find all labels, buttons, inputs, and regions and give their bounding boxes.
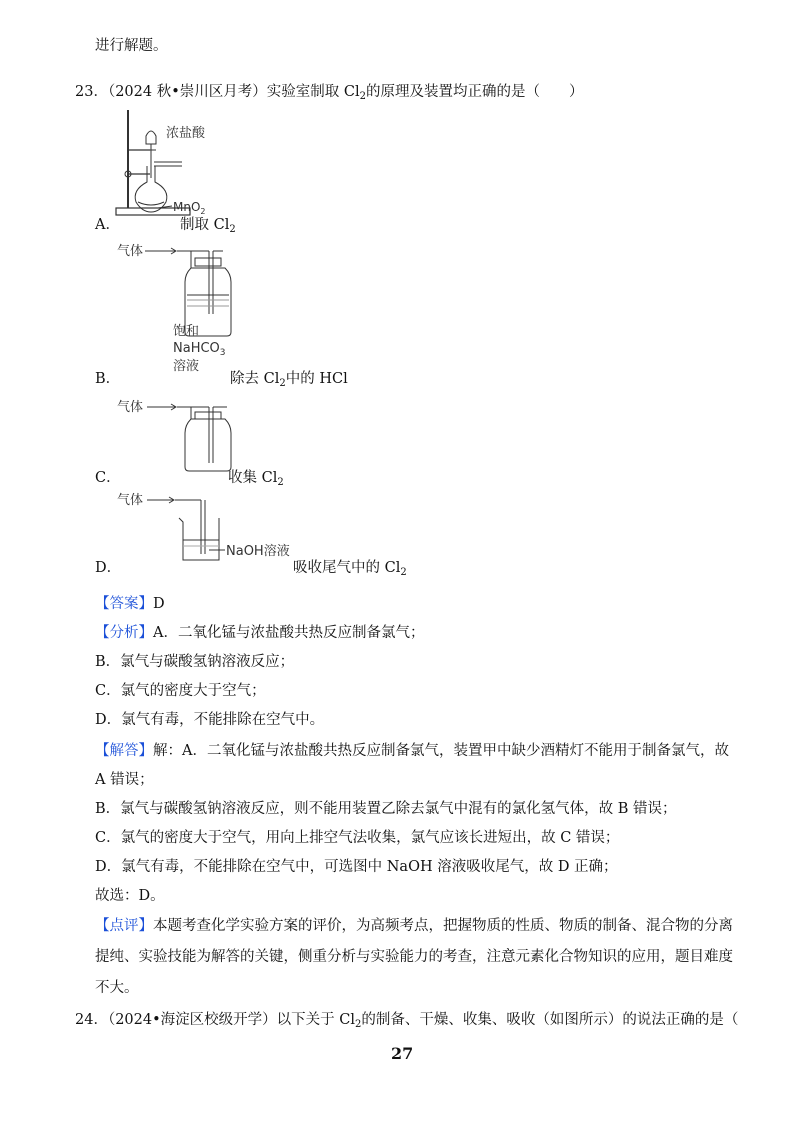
analysis-line-2: B．氯气与碳酸氢钠溶液反应； <box>95 654 295 670</box>
label-gas-d: 气体 <box>117 493 144 508</box>
question-source: （2024 秋•崇川区月考） <box>107 84 267 100</box>
option-d-letter[interactable]: D． <box>95 560 122 576</box>
label-saturated: 饱和 <box>173 324 200 339</box>
answer-tag: 【答案】 <box>95 596 153 612</box>
answer-value: D <box>153 596 165 612</box>
apparatus-c-figure <box>115 395 235 480</box>
apparatus-b-figure <box>115 240 235 375</box>
comment-line-3: 不大。 <box>95 980 139 996</box>
apparatus-a-figure <box>110 108 230 223</box>
stem-subscript: 2 <box>355 1019 362 1030</box>
solution-line-4: D．氯气有毒，不能排除在空气中，可选图中 NaOH 溶液吸收尾气，故 D 正确； <box>95 859 618 875</box>
solution-line-1: 【解答】解：A．二氧化锰与浓盐酸共热反应制备氯气，装置甲中缺少酒精灯不能用于制备氯气，故 <box>95 743 729 759</box>
solution-line-3: C．氯气的密度大于空气，用向上排空气法收集，氯气应该长进短出，故 C 错误； <box>95 830 620 846</box>
solution-tag: 【解答】 <box>95 743 153 759</box>
option-b-letter[interactable]: B． <box>95 371 121 387</box>
comment-line-1: 【点评】本题考查化学实验方案的评价，为高频考点，把握物质的性质、物质的制备、混合物的分离 <box>95 918 733 934</box>
answer-line <box>95 592 165 613</box>
question-24-stem <box>75 1008 738 1030</box>
stem-subscript: 2 <box>359 91 366 102</box>
comment-tag: 【点评】 <box>95 918 153 934</box>
page-number: 27 <box>391 1044 414 1063</box>
question-number: 24． <box>75 1012 108 1028</box>
question-source: （2024•海淀区校级开学） <box>107 1012 277 1028</box>
intro-tail-text: 进行解题。 <box>95 38 168 54</box>
stem-text-end: 的制备、干燥、收集、吸收（如图所示）的说法正确的是（ <box>361 1012 739 1028</box>
label-solution: 溶液 <box>173 359 200 374</box>
label-mno2: MnO$_2$ <box>173 200 206 216</box>
label-gas-b: 气体 <box>117 244 144 259</box>
label-nahco3: NaHCO$_3$ <box>173 341 226 358</box>
option-a-caption: 制取 $Cl_2$ <box>180 217 236 235</box>
solution-line-1-cont: A 错误； <box>95 772 154 788</box>
label-conc-hcl: 浓盐酸 <box>166 126 206 141</box>
option-d-caption: 吸收尾气中的 $Cl_2$ <box>293 560 407 578</box>
option-b-caption: 除去 $Cl_2$中的 HCl <box>230 371 348 389</box>
stem-text-end: 的原理及装置均正确的是（ ） <box>365 84 584 100</box>
comment-line-2: 提纯、实验技能为解答的关键，侧重分析与实验能力的考查，注意元素化合物知识的应用，题目难度 <box>95 949 733 965</box>
option-c-letter[interactable]: C． <box>95 470 121 486</box>
solution-line-5: 故选：D。 <box>95 888 165 904</box>
analysis-line-3: C．氯气的密度大于空气； <box>95 683 266 699</box>
analysis-line-1: 【分析】A．二氧化锰与浓盐酸共热反应制备氯气； <box>95 625 425 641</box>
stem-text: 实验室制取 Cl <box>266 84 360 100</box>
solution-line-2: B．氯气与碳酸氢钠溶液反应，则不能用装置乙除去氯气中混有的氯化氢气体，故 B 错误； <box>95 801 677 817</box>
apparatus-d-figure <box>115 488 315 568</box>
analysis-tag: 【分析】 <box>95 625 153 641</box>
question-23-stem <box>75 80 583 102</box>
question-number: 23． <box>75 84 108 100</box>
stem-text: 以下关于 Cl <box>276 1012 356 1028</box>
analysis-line-4: D．氯气有毒，不能排除在空气中。 <box>95 712 325 728</box>
option-c-caption: 收集 $Cl_2$ <box>228 470 284 488</box>
option-a-letter[interactable]: A． <box>95 217 120 233</box>
label-naoh-solution: NaOH溶液 <box>226 544 290 559</box>
label-gas-c: 气体 <box>117 400 144 415</box>
